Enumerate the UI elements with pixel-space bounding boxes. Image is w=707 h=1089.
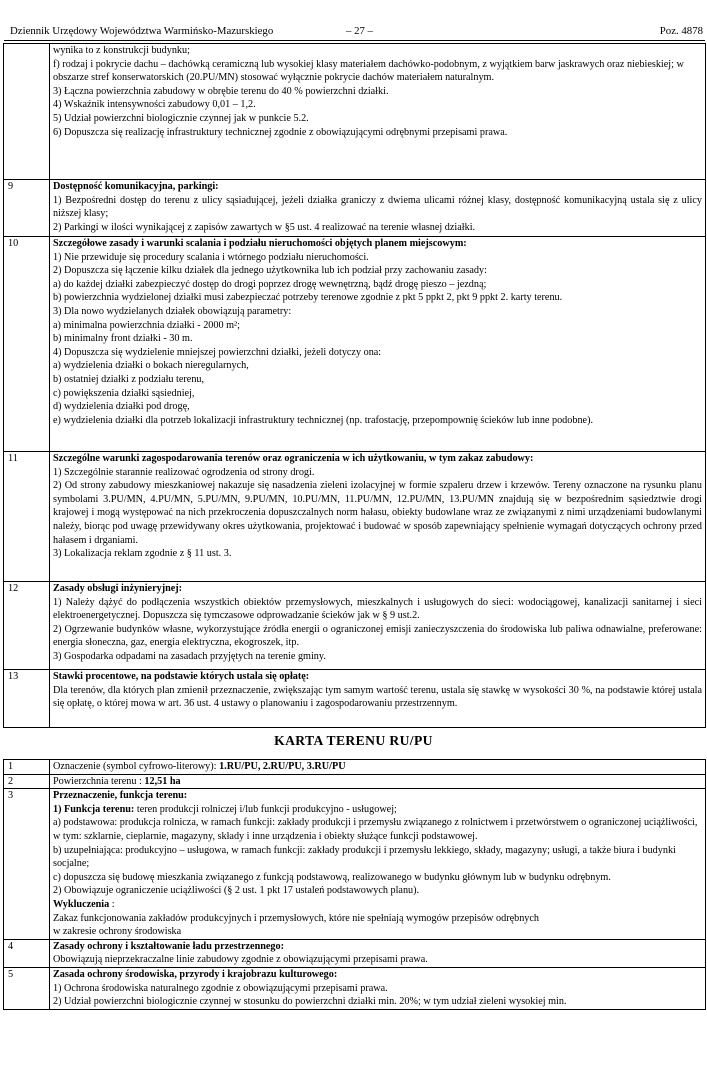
text-line: b) minimalny front działki - 30 m. [53, 333, 193, 345]
text-line: 4) Wskaźnik intensywności zabudowy 0,01 – 1,2. [53, 99, 256, 111]
header-rule [4, 40, 705, 41]
table-row [4, 670, 706, 728]
text-line: c) powiększenia działki sąsiedniej, [53, 387, 195, 399]
journal-title: Dziennik Urzędowy Województwa Warmińsko-Mazurskiego [10, 25, 274, 37]
text-line: b) uzupełniająca: produkcyjno – usługowa, w ramach funkcji: zakłady produkcji i przemysłu lekkiego, składy, magazyny; usługi, a także biura i budynki socjalne; [53, 844, 676, 870]
text-line: Dla terenów, dla których plan zmienił przeznaczenie, zwiększając tym samym wartość terenu, ustala się stawkę w wysokości 30 %, na podstawie której ustala się opłatę, o której mowa w art. 36 ust. 4 ustawy o planowaniu i zagospodarowaniu przestrzennym. [53, 684, 702, 710]
row-content [50, 582, 706, 670]
table-row [4, 789, 706, 940]
table-row [4, 582, 706, 670]
row-number: 2 [4, 774, 50, 789]
text-line: 1) Nie przewiduje się procedury scalania i wtórnego podziału nieruchomości. [53, 251, 369, 263]
row-number: 10 [4, 237, 50, 452]
row-content [50, 774, 706, 789]
text-line: 2) Dopuszcza się łączenie kilku działek dla jednego użytkownika lub ich podział przy zachowaniu zasady: [53, 265, 487, 277]
table-row [4, 774, 706, 789]
table-row [4, 237, 706, 452]
table-row [4, 452, 706, 582]
text-line: b) ostatniej działki z podziału terenu, [53, 373, 205, 385]
row-content [50, 939, 706, 967]
row-content [50, 180, 706, 237]
text-line: w zakresie ochrony środowiska [53, 926, 182, 938]
field-label: Oznaczenie (symbol cyfrowo-literowy): [53, 761, 220, 772]
section-title: Zasady ochrony i kształtowanie ładu przestrzennego: [53, 940, 285, 952]
row-content [50, 237, 706, 452]
row-number: 1 [4, 760, 50, 775]
section-title: Zasada ochrony środowiska, przyrody i krajobrazu kulturowego: [53, 968, 338, 980]
table-row [4, 44, 706, 180]
row-content [50, 760, 706, 775]
land-card-table [3, 759, 706, 1010]
row-number: 9 [4, 180, 50, 237]
text-line: 4) Dopuszcza się wydzielenie mniejszej powierzchni działki, jeżeli dotyczy ona: [53, 346, 382, 358]
function-label: 1) Funkcja terenu: [53, 803, 137, 815]
page-header [4, 20, 704, 36]
text-line: Zakaz funkcjonowania zakładów produkcyjnych i przemysłowych, które nie spełniają wymogów przepisów odrębnych [53, 912, 540, 924]
text-line: 3) Lokalizacja reklam zgodnie z § 11 ust. 3. [53, 548, 232, 560]
table-row [4, 967, 706, 1009]
section-title: Szczegółowe zasady i warunki scalania i podziału nieruchomości objętych planem miejscowym: [53, 238, 467, 249]
text-line: d) wydzielenia działki pod drogę, [53, 401, 190, 413]
text-line: 2) Udział powierzchni biologicznie czynnej w stosunku do powierzchni działki min. 20%; w tym udział zieleni wysokiej min. [53, 996, 567, 1008]
function-text: teren produkcji rolniczej i/lub funkcji produkcyjno - usługowej; [136, 803, 397, 815]
row-content [50, 670, 706, 728]
field-label: Powierzchnia terenu : [53, 775, 145, 787]
text-line: a) podstawowa: produkcja rolnicza, w ramach funkcji: zakłady produkcji i przemysłu związanego z rolnictwem i przetwórstwem o ograniczonej uciążliwości, w tym: szklarnie, cieplarnie, magazyny, składy i inne urządzenia i obiekty służące funkcji podstawowej. [53, 817, 698, 842]
exclusions-colon: : [109, 898, 115, 910]
text-line [53, 803, 702, 817]
text-line: 6) Dopuszcza się realizację infrastruktury technicznej zgodnie z obowiązującymi odrębnymi przepisami prawa. [53, 126, 508, 138]
position-number: Poz. 4878 [659, 25, 703, 37]
text-line: a) do każdej działki zabezpieczyć dostęp do drogi poprzez drogę wewnętrzną, bądź drogę pieszo – jezdną; [53, 278, 487, 290]
text-line: 5) Udział powierzchni biologicznie czynnej jak w punkcie 5.2. [53, 112, 309, 124]
row-content [50, 452, 706, 582]
table-row [4, 939, 706, 967]
text-line: e) wydzielenia działki dla potrzeb lokalizacji infrastruktury technicznej (np. trafostację, przepompownię ścieków lub inne podobne). [53, 414, 594, 426]
exclusions-label: Wykluczenia [53, 898, 110, 910]
text-line: Obowiązują nieprzekraczalne linie zabudowy zgodnie z obowiązującymi przepisami prawa. [53, 954, 428, 966]
row-content [50, 44, 706, 180]
row-content [50, 789, 706, 940]
text-line: 3) Łączna powierzchnia zabudowy w obrębie terenu do 40 % powierzchni działki. [53, 85, 389, 97]
text-line: 1) Bezpośredni dostęp do terenu z ulicy sąsiadującej, jeżeli działka graniczy z dwiema ulicami różnej klasy, dostępność komunikacyjną ustala się z ulicy niższej klasy; [53, 194, 702, 220]
section-title: Zasady obsługi inżynieryjnej: [53, 583, 183, 594]
row-number: 12 [4, 582, 50, 670]
table-row [4, 760, 706, 775]
section-title: Szczególne warunki zagospodarowania terenów oraz ograniczenia w ich użytkowaniu, w tym zakaz zabudowy: [53, 453, 534, 464]
text-line: 2) Ogrzewanie budynków własne, wykorzystujące źródła energii o ograniczonej emisji zanieczyszczenia do środowiska lub paliwa odnawialne, preferowane: energia słoneczna, gaz, energia elektryczna, ekogroszek, itp. [53, 623, 702, 649]
text-line: 1) Ochrona środowiska naturalnego zgodnie z obowiązującymi przepisami prawa. [53, 982, 388, 994]
text-line: 2) Od strony zabudowy mieszkaniowej nakazuje się nasadzenia zieleni izolacyjnej w formie szpaleru drzew i krzewów. Tereny oznaczone na rysunku planu symbolami 3.PU/MN, 4.PU/MN, 5.PU/MN, 9.PU/MN, 10.PU/MN, 11.PU/MN, 12.PU/MN, 13.PU/MN znajdują się w bezpośrednim sąsiedztwie drogi krajowej i mogą występować na nich przekroczenia dopuszczalnych norm hałasu, obiekty budowlane wraz ze związanymi z nimi urządzeniami budowlanymi należy, biorąc pod uwagę przewidywany okres użytkowania, projektować i budować w sposób zapewniający spełnienie wymagań dotyczących ochrony przed hałasem i drganiami. [53, 480, 702, 546]
text-line: a) wydzielenia działki o bokach nieregularnych, [53, 360, 249, 372]
table-row [4, 180, 706, 237]
text-line: f) rodzaj i pokrycie dachu – dachówką ceramiczną lub wysokiej klasy materiałem dachówko-podobnym, z wyjątkiem barw jaskrawych oraz niebieskiej; w obszarze stref konserwatorskich (20.PU/MN) stosować wyłącznie pokrycie dachów materiałem naturalnym. [53, 58, 684, 84]
text-line: a) minimalna powierzchnia działki - 2000 m²; [53, 319, 240, 331]
text-line: 3) Gospodarka odpadami na zasadach przyjętych na terenie gminy. [53, 650, 326, 662]
row-number: 3 [4, 789, 50, 940]
text-line: b) powierzchnia wydzielonej działki musi zabezpieczać potrzeby terenowe zgodnie z pkt 5 ppkt 2, pkt 9 ppkt 2. karty terenu. [53, 292, 563, 304]
card-title: KARTA TERENU RU/PU [274, 733, 433, 748]
text-line: c) dopuszcza się budowę mieszkania związanego z funkcją podstawową, realizowanego w budynku głównym lub w budynku odrębnym. [53, 871, 611, 883]
text-line: 1) Należy dążyć do podłączenia wszystkich obiektów przemysłowych, mieszkalnych i usługowych do sieci: wodociągowej, kanalizacji sanitarnej i sieci elektroenergetycznej. Dopuszcza się tymczasowe odprowadzanie ścieków jak w § 9 ust.2. [53, 596, 702, 622]
page-number: – 27 – [346, 25, 373, 37]
row-content [50, 967, 706, 1009]
section-title: Dostępność komunikacyjna, parkingi: [53, 181, 219, 192]
row-number: 5 [4, 967, 50, 1009]
row-number [4, 44, 50, 180]
row-number: 4 [4, 939, 50, 967]
text-line [53, 898, 702, 912]
section-title: Przeznaczenie, funkcja terenu: [53, 790, 188, 802]
text-line: 2) Parkingi w ilości wynikającej z zapisów zawartych w §5 ust. 4 realizować na terenie własnej działki. [53, 221, 476, 233]
section-title: Stawki procentowe, na podstawie których ustala się opłatę: [53, 671, 310, 682]
text-line: 3) Dla nowo wydzielanych działek obowiązują parametry: [53, 305, 292, 317]
text-line: 1) Szczególnie starannie realizować ogrodzenia od strony drogi. [53, 466, 315, 478]
row-number: 13 [4, 670, 50, 728]
field-value: 1.RU/PU, 2.RU/PU, 3.RU/PU [219, 761, 346, 772]
regulations-table [3, 43, 706, 728]
field-value: 12,51 ha [144, 775, 181, 787]
row-number: 11 [4, 452, 50, 582]
text-line: wynika to z konstrukcji budynku; [53, 45, 190, 56]
text-line: 2) Obowiązuje ograniczenie uciążliwości (§ 2 ust. 1 pkt 17 ustaleń podstawowych planu). [53, 885, 420, 897]
